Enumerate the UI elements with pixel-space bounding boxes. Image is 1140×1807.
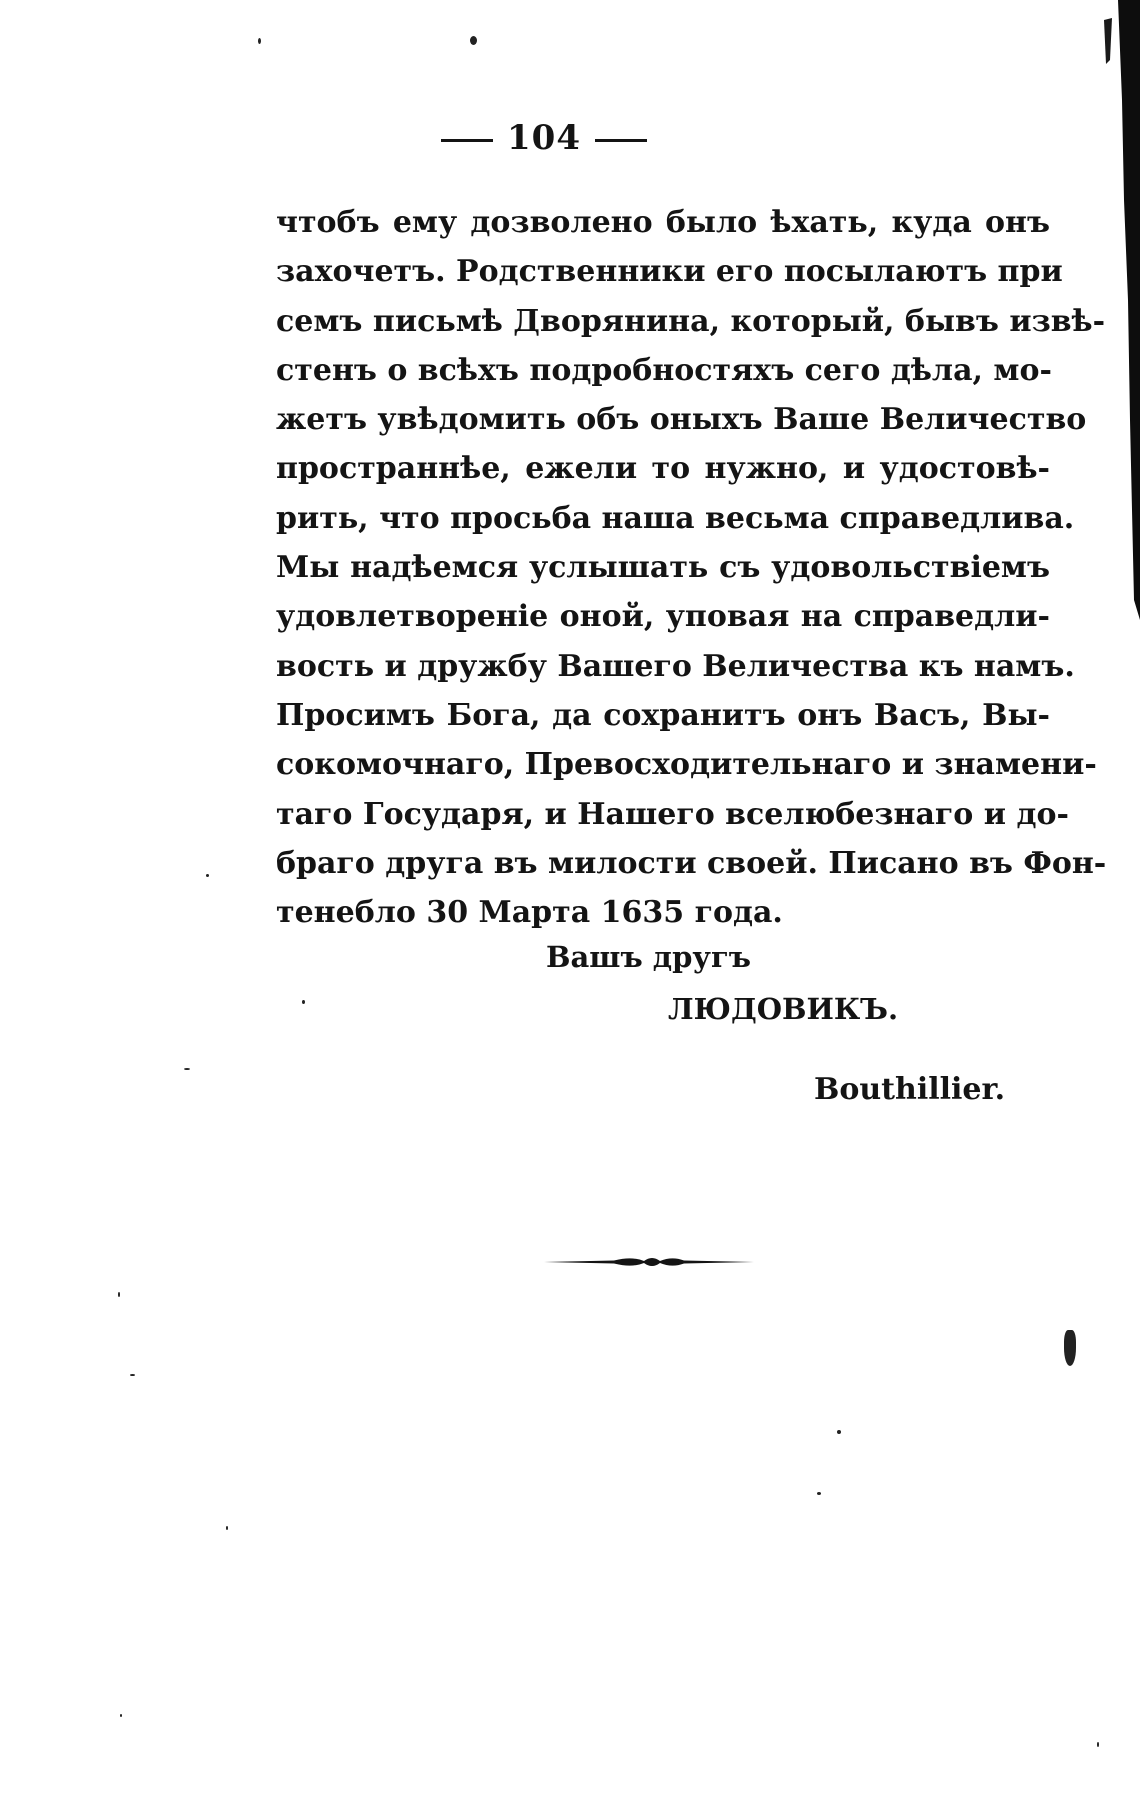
- ink-speck: [470, 36, 477, 45]
- ink-speck: [817, 1492, 821, 1495]
- header-dash-left: [441, 139, 493, 142]
- text-line: таго Государя, и Нашего вселюбезнаго и до-: [276, 796, 1069, 832]
- page-header: [0, 118, 1114, 158]
- signatory-name: ЛЮДОВИКЪ.: [668, 992, 899, 1026]
- text-line: вость и дружбу Вашего Величества къ намъ.: [276, 648, 1075, 684]
- text-line: тенебло 30 Марта 1635 года.: [276, 895, 783, 931]
- ink-speck: [1064, 1330, 1076, 1366]
- text-line: семъ письмѣ Дворянина, который, бывъ извѣ-: [276, 303, 1106, 339]
- ink-speck: [302, 1000, 305, 1004]
- ink-speck: [120, 1714, 122, 1717]
- ink-speck: [130, 1374, 135, 1376]
- closing-regards: Вашъ другъ: [546, 940, 751, 974]
- text-line: стенъ о всѣхъ подробностяхъ сего дѣла, мо-: [276, 352, 1052, 388]
- text-line: чтобъ ему дозволено было ѣхать, куда онъ: [276, 205, 1050, 240]
- text-line: Просимъ Бога, да сохранитъ онъ Васъ, Вы-: [276, 697, 1050, 733]
- text-line: жетъ увѣдомить объ оныхъ Ваше Величество: [276, 402, 1087, 438]
- page-number: 104: [507, 118, 581, 158]
- ink-speck: [206, 874, 209, 877]
- text-line: рить, что просьба наша весьма справедлива.: [276, 500, 1075, 536]
- ink-speck: [837, 1430, 841, 1434]
- ink-speck: [258, 38, 261, 44]
- text-line: Мы надѣемся услышать съ удовольствіемъ: [276, 550, 1050, 586]
- ink-speck: [226, 1526, 228, 1530]
- header-dash-right: [595, 139, 647, 142]
- ink-speck: [184, 1068, 190, 1070]
- ornament-divider: [544, 1252, 754, 1272]
- text-line: сокомочнаго, Превосходительнаго и знамени-: [276, 747, 1097, 783]
- letter-body: [276, 198, 1107, 937]
- ink-speck: [118, 1292, 120, 1297]
- secretary-name: Bouthillier.: [814, 1072, 1006, 1107]
- text-line: удовлетвореніе оной, уповая на справедли-: [276, 599, 1050, 635]
- text-line: браго друга въ милости своей. Писано въ Фон-: [276, 845, 1107, 881]
- text-line: захочетъ. Родственники его посылаютъ при: [276, 254, 1063, 290]
- text-line: пространнѣе, ежели то нужно, и удостовѣ-: [276, 451, 1050, 487]
- ink-speck: [1097, 1742, 1099, 1747]
